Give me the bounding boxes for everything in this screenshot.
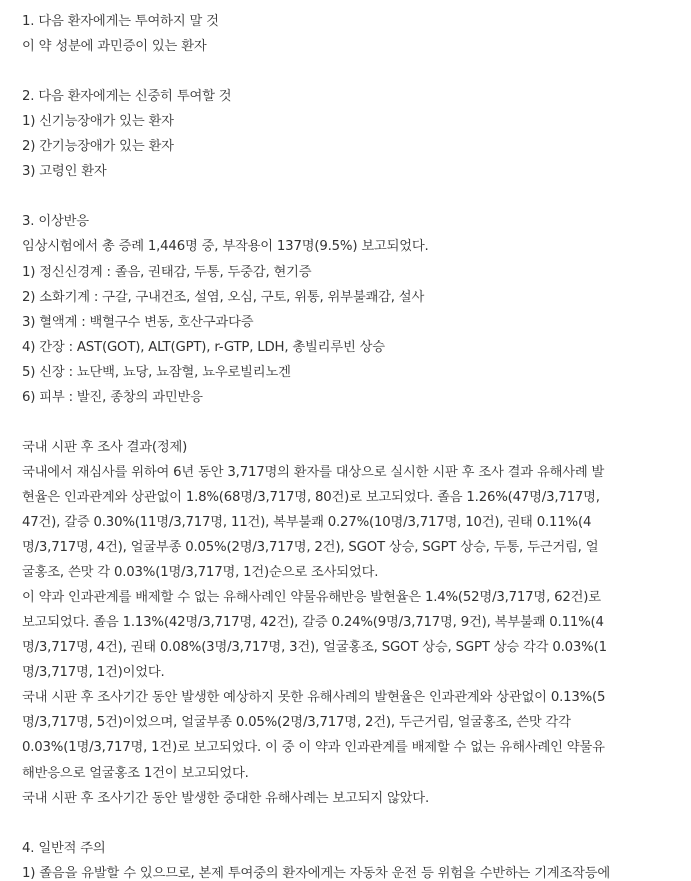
text-line: 국내에서 재심사를 위하여 6년 동안 3,717명의 환자를 대상으로 실시한 시판 후 조사 결과 유해사례 발 (22, 464, 605, 480)
text-line: 1) 신기능장애가 있는 환자 (22, 114, 174, 130)
text-line: 명/3,717명, 1건)이었다. (22, 665, 165, 681)
text-line: 국내 시판 후 조사기간 동안 발생한 중대한 유해사례는 보고되지 않았다. (22, 790, 429, 806)
text-line: 보고되었다. 졸음 1.13%(42명/3,717명, 42건), 갈증 0.24%(9명/3,717명, 9건), 복부불쾌 0.11%(4 (22, 615, 604, 631)
text-line: 명/3,717명, 4건), 얼굴부종 0.05%(2명/3,717명, 2건), SGOT 상승, SGPT 상승, 두통, 두근거림, 얼 (22, 540, 599, 556)
text-line: 1. 다음 환자에게는 투여하지 말 것 (22, 14, 219, 29)
text-line: 2. 다음 환자에게는 신중히 투여할 것 (22, 89, 232, 105)
text-line: 3. 이상반응 (22, 214, 89, 230)
text-line: 5) 신장 : 뇨단백, 뇨당, 뇨잠혈, 뇨우로빌리노겐 (22, 364, 291, 380)
text-line: 명/3,717명, 4건), 권태 0.08%(3명/3,717명, 3건), 얼굴홍조, SGOT 상승, SGPT 상승 각각 0.03%(1 (22, 640, 607, 656)
text-line: 국내 시판 후 조사 결과(정제) (22, 439, 188, 455)
text-line: 현율은 인과관계와 상관없이 1.8%(68명/3,717명, 80건)로 보고되었다. 졸음 1.26%(47명/3,717명, (22, 489, 600, 505)
text-line: 이 약과 인과관계를 배제할 수 없는 유해사례인 약물유해반응 발현율은 1.4%(52명/3,717명, 62건)로 (22, 590, 601, 606)
text-line: 2) 소화기계 : 구갈, 구내건조, 설염, 오심, 구토, 위통, 위부불쾌감, 설사 (22, 289, 425, 305)
text-line: 2) 간기능장애가 있는 환자 (22, 139, 174, 155)
text-line: 47건), 갈증 0.30%(11명/3,717명, 11건), 복부불쾌 0.27%(10명/3,717명, 10건), 권태 0.11%(4 (22, 515, 592, 530)
text-line: 임상시험에서 총 증례 1,446명 중, 부작용이 137명(9.5%) 보고되었다. (22, 239, 429, 255)
text-line: 1) 졸음을 유발할 수 있으므로, 본제 투여중의 환자에게는 자동차 운전 등 위험을 수반하는 기계조작등에 (22, 865, 611, 881)
text-line: 3) 고령인 환자 (22, 164, 107, 180)
text-line: 1) 정신신경계 : 졸음, 권태감, 두통, 두중감, 현기증 (22, 264, 312, 280)
text-line: 4) 간장 : AST(GOT), ALT(GPT), r-GTP, LDH, 총빌리루빈 상승 (22, 339, 385, 355)
text-line: 국내 시판 후 조사기간 동안 발생한 예상하지 못한 유해사례의 발현율은 인과관계와 상관없이 0.13%(5 (22, 690, 606, 706)
text-line: 0.03%(1명/3,717명, 1건)로 보고되었다. 이 중 이 약과 인과관계를 배제할 수 없는 유해사례인 약물유 (22, 740, 605, 756)
text-line: 4. 일반적 주의 (22, 840, 106, 856)
text-line: 굴홍조, 쓴맛 각 0.03%(1명/3,717명, 1건)순으로 조사되었다. (22, 565, 379, 581)
text-line: 해반응으로 얼굴홍조 1건이 보고되었다. (22, 765, 249, 781)
text-line: 명/3,717명, 5건)이었으며, 얼굴부종 0.05%(2명/3,717명, 2건), 두근거림, 얼굴홍조, 쓴맛 각각 (22, 715, 571, 731)
text-line: 이 약 성분에 과민증이 있는 환자 (22, 39, 207, 55)
text-line: 6) 피부 : 발진, 종창의 과민반응 (22, 389, 203, 405)
text-line: 3) 혈액계 : 백혈구수 변동, 호산구과다증 (22, 314, 254, 330)
